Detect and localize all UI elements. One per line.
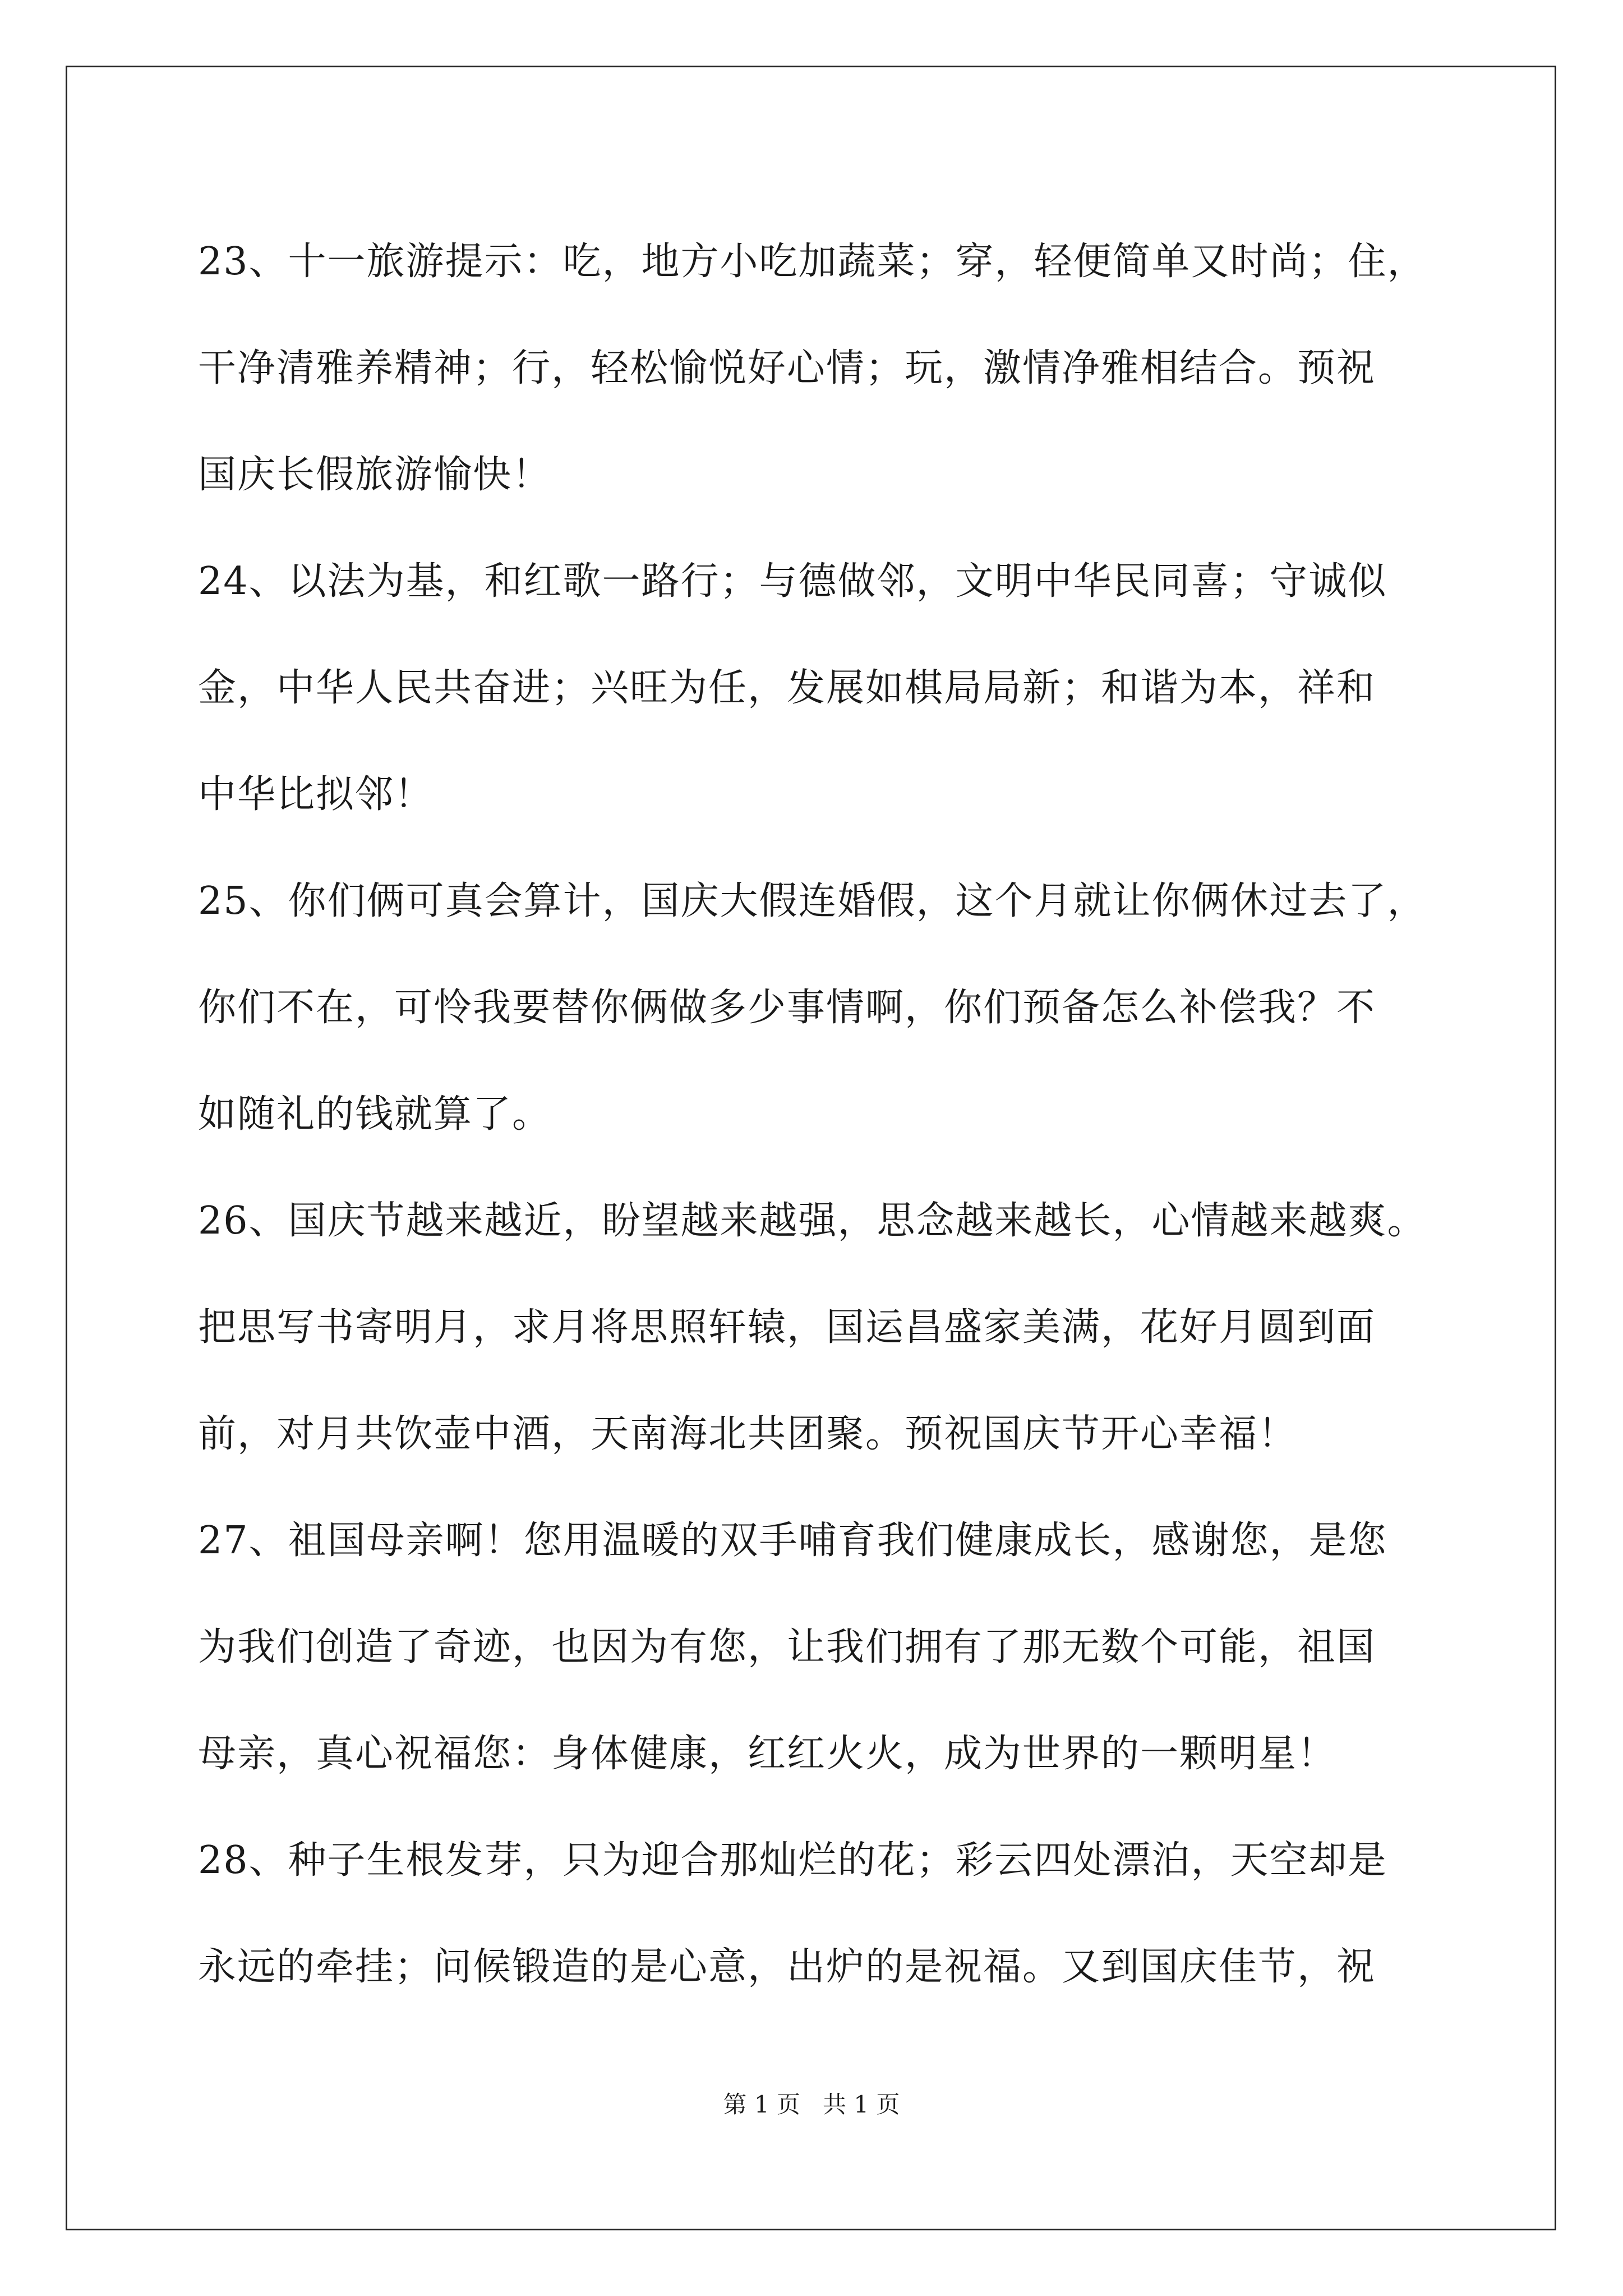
text-line: 25、你们俩可真会算计，国庆大假连婚假，这个月就让你俩休过去了， bbox=[198, 879, 1427, 923]
text-line: 国庆长假旅游愉快！ bbox=[198, 453, 552, 497]
text-line: 金，中华人民共奋进；兴旺为任，发展如棋局局新；和谐为本，祥和 bbox=[198, 666, 1376, 710]
text-line: 28、种子生根发芽，只为迎合那灿烂的花；彩云四处漂泊，天空却是 bbox=[198, 1838, 1387, 1883]
text-line: 把思写书寄明月，求月将思照轩辕，国运昌盛家美满，花好月圆到面 bbox=[198, 1305, 1376, 1350]
text-line: 中华比拟邻！ bbox=[198, 772, 434, 817]
text-line: 27、祖国母亲啊！您用温暖的双手哺育我们健康成长，感谢您，是您 bbox=[198, 1519, 1387, 1563]
text-line: 26、国庆节越来越近，盼望越来越强，思念越来越长，心情越来越爽。 bbox=[198, 1199, 1427, 1243]
text-line: 如随礼的钱就算了。 bbox=[198, 1092, 552, 1137]
text-line: 为我们创造了奇迹，也因为有您，让我们拥有了那无数个可能，祖国 bbox=[198, 1625, 1376, 1669]
text-line: 前，对月共饮壶中酒，天南海北共团聚。预祝国庆节开心幸福！ bbox=[198, 1412, 1298, 1456]
text-line: 23、十一旅游提示：吃，地方小吃加蔬菜；穿，轻便简单又时尚；住， bbox=[198, 240, 1427, 284]
text-line: 24、以法为基，和红歌一路行；与德做邻，文明中华民同喜；守诚似 bbox=[198, 559, 1387, 604]
document-body bbox=[198, 209, 1482, 2021]
page-number-footer: 第 1 页 共 1 页 bbox=[723, 2091, 900, 2118]
text-line: 干净清雅养精神；行，轻松愉悦好心情；玩，激情净雅相结合。预祝 bbox=[198, 346, 1376, 390]
text-line: 母亲，真心祝福您：身体健康，红红火火，成为世界的一颗明星！ bbox=[198, 1732, 1337, 1776]
text-line: 你们不在，可怜我要替你俩做多少事情啊，你们预备怎么补偿我？不 bbox=[198, 986, 1376, 1030]
text-line: 永远的牵挂；问候锻造的是心意，出炉的是祝福。又到国庆佳节，祝 bbox=[198, 1945, 1376, 1989]
